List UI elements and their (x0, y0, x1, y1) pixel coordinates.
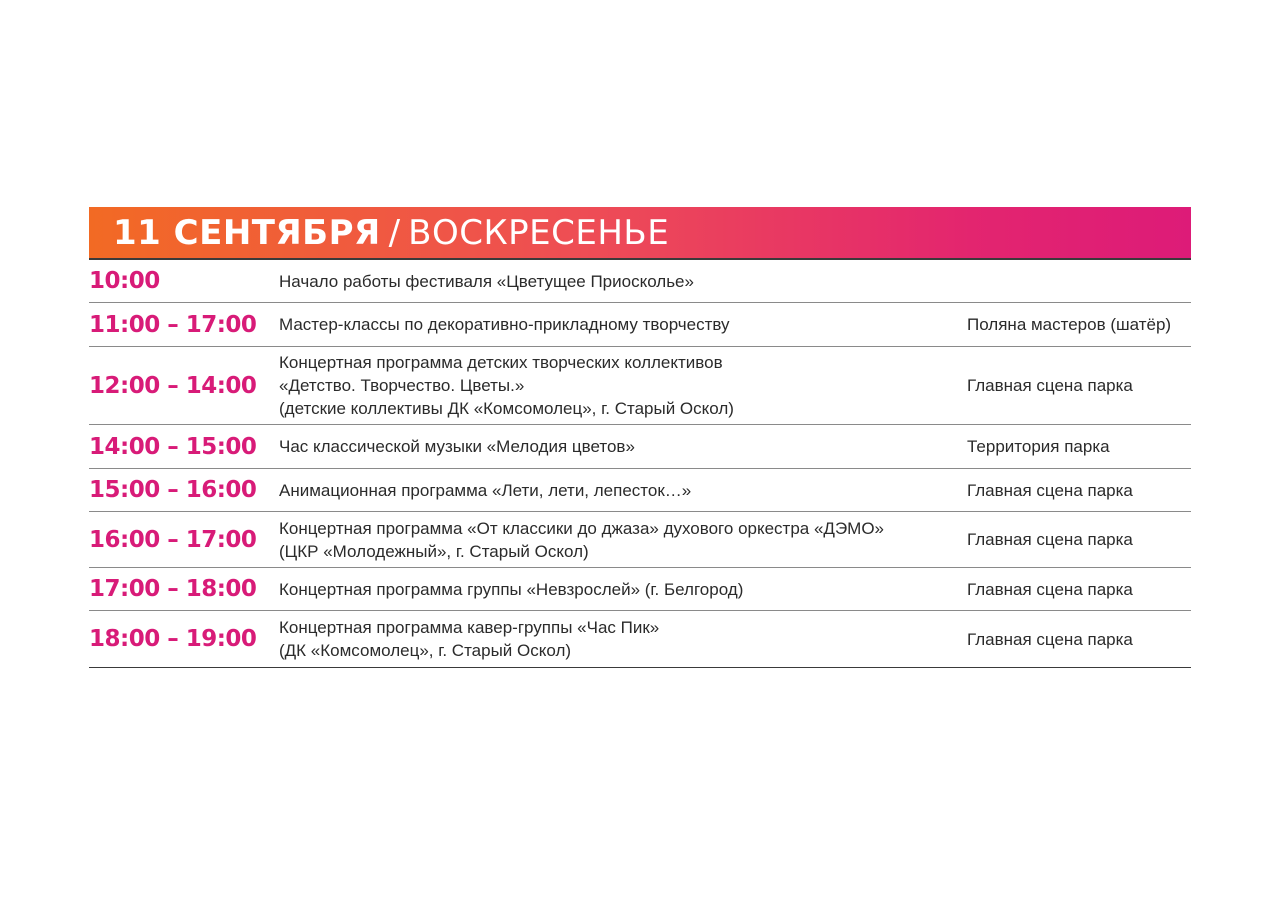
event-line: Концертная программа «От классики до джаза» духового оркестра «ДЭМО» (279, 518, 885, 538)
event-line: (ЦКР «Молодежный», г. Старый Оскол) (279, 541, 589, 561)
schedule-row (89, 347, 1191, 425)
row-place: Территория парка (967, 437, 1110, 456)
event-line: Концертная программа кавер-группы «Час Пик» (279, 618, 660, 637)
row-time: 10:00 (89, 268, 160, 294)
row-event (279, 435, 967, 458)
schedule-row (89, 469, 1191, 512)
event-line: Час классической музыки «Мелодия цветов» (279, 437, 635, 456)
row-place: Главная сцена парка (967, 530, 1133, 549)
row-place: Главная сцена парка (967, 579, 1133, 599)
event-line: Концертная программа детских творческих коллективов (279, 353, 723, 372)
day-separator: / (388, 212, 401, 253)
event-line: (ДК «Комсомолец», г. Старый Оскол) (279, 641, 572, 660)
row-event (279, 616, 967, 662)
row-event (279, 578, 967, 601)
day-date: 11 СЕНТЯБРЯ (113, 212, 381, 253)
row-time: 12:00 – 14:00 (89, 372, 257, 399)
schedule-row (89, 512, 1191, 568)
schedule-table (89, 207, 1191, 668)
event-line: Концертная программа группы «Невзрослей» (г. Белгород) (279, 579, 744, 599)
event-line: Мастер-классы по декоративно-прикладному творчеству (279, 315, 730, 334)
event-line: (детские коллективы ДК «Комсомолец», г. Старый Оскол) (279, 399, 734, 418)
row-event (279, 351, 967, 420)
row-event (279, 479, 967, 502)
schedule-row (89, 260, 1191, 303)
row-place: Главная сцена парка (967, 376, 1133, 395)
event-line: Начало работы фестиваля «Цветущее Приосколье» (279, 271, 694, 291)
row-place: Главная сцена парка (967, 629, 1133, 649)
schedule-row (89, 611, 1191, 668)
row-time: 17:00 – 18:00 (89, 576, 257, 602)
day-weekday: ВОСКРЕСЕНЬЕ (408, 212, 670, 253)
row-event (279, 270, 967, 293)
row-time: 14:00 – 15:00 (89, 433, 257, 460)
row-place: Главная сцена парка (967, 480, 1133, 500)
row-place: Поляна мастеров (шатёр) (967, 315, 1172, 334)
row-time: 11:00 – 17:00 (89, 311, 257, 338)
day-header (89, 207, 1191, 260)
row-time: 16:00 – 17:00 (89, 526, 257, 553)
row-event (279, 517, 967, 563)
row-time: 15:00 – 16:00 (89, 477, 257, 503)
event-line: «Детство. Творчество. Цветы.» (279, 376, 525, 395)
row-time: 18:00 – 19:00 (89, 626, 257, 652)
event-line: Анимационная программа «Лети, лети, лепесток…» (279, 480, 692, 500)
schedule-row (89, 568, 1191, 611)
schedule-row (89, 303, 1191, 347)
schedule-row (89, 425, 1191, 469)
row-event (279, 313, 967, 336)
